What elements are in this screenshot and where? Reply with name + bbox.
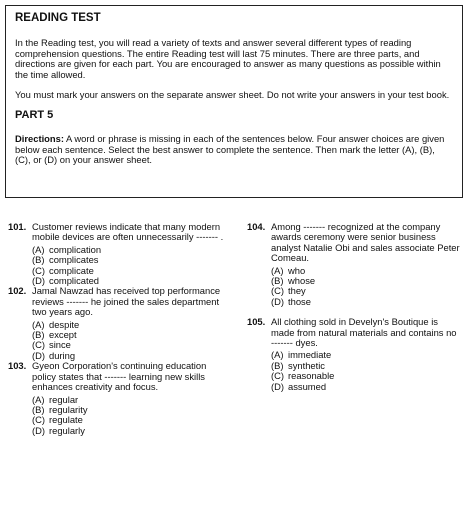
intro-paragraph: In the Reading test, you will read a variety of texts and answer several different types of reading comprehension questions. The entire Reading test will last 75 minutes. There are three parts, and directions are given for each part. You are encouraged to answer as many questions as possible within the time allowed.: [15, 37, 441, 80]
question-105: [247, 317, 462, 392]
question-number: 105.: [247, 316, 266, 328]
question-text: All clothing sold in Develyn's Boutique is made from natural materials and contains no ------- dyes.: [271, 316, 457, 349]
choice-letter: (B): [32, 254, 45, 266]
choice-letter: (C): [32, 264, 46, 276]
choice-text: assumed: [288, 380, 327, 392]
question-number: 102.: [8, 285, 27, 297]
choice-letter: (A): [32, 243, 45, 255]
questions-left-column: [8, 222, 228, 436]
question-103: [8, 361, 228, 436]
choice-text: regularity: [49, 403, 88, 415]
choice-letter: (D): [32, 424, 46, 436]
choice-letter: (B): [32, 403, 45, 415]
question-104: [247, 222, 462, 307]
question-101: [8, 222, 228, 286]
answer-sheet-note: You must mark your answers on the separate answer sheet. Do not write your answers in your test book.: [15, 89, 450, 101]
choice-letter: (C): [32, 339, 46, 351]
question-number: 104.: [247, 221, 266, 232]
choice-text: they: [288, 285, 306, 297]
choice-letter: (D): [271, 295, 285, 307]
choice-letter: (B): [271, 275, 284, 287]
directions: [15, 134, 453, 166]
choice-letter: (D): [32, 349, 46, 361]
questions-right-column: [247, 222, 462, 392]
choice-text: complication: [49, 243, 102, 255]
choice-text: who: [288, 264, 306, 276]
question-text: Customer reviews indicate that many modern mobile devices are often unnecessarily ------- .: [32, 221, 224, 243]
choice-letter: (C): [271, 370, 285, 382]
question-number: 101.: [8, 221, 27, 232]
choice-text: synthetic: [288, 359, 325, 371]
choice-text: despite: [49, 318, 80, 330]
question-text: Jamal Nawzad has received top performance reviews ------- he joined the sales department two years ago.: [32, 285, 221, 318]
choice-text: except: [49, 329, 77, 341]
choice-text: those: [288, 295, 311, 307]
choice-letter: (D): [271, 380, 285, 392]
choice-text: complicate: [49, 264, 94, 276]
page-title: READING TEST: [15, 12, 101, 24]
answer-choice[interactable]: [271, 382, 462, 392]
question-text: Among ------- recognized at the company awards ceremony were senior business analyst Natalie Obi and sales associate Peter Comeau.: [271, 221, 460, 264]
choice-letter: (A): [32, 318, 45, 330]
answer-choice[interactable]: [271, 297, 462, 307]
instructions-box: [5, 5, 463, 198]
choice-text: regulate: [49, 414, 83, 426]
directions-label: Directions:: [15, 132, 64, 144]
answer-choice[interactable]: [32, 426, 228, 436]
question-102: [8, 286, 228, 361]
question-number: 103.: [8, 360, 27, 372]
choice-letter: (A): [271, 349, 284, 361]
choice-text: immediate: [288, 349, 332, 361]
choice-text: since: [49, 339, 71, 351]
choice-text: reasonable: [288, 370, 335, 382]
choice-text: whose: [288, 275, 316, 287]
choice-text: regularly: [49, 424, 85, 436]
choice-letter: (C): [271, 285, 285, 297]
choice-letter: (A): [271, 264, 284, 276]
choice-letter: (B): [32, 329, 45, 341]
choice-letter: (D): [32, 275, 46, 287]
choice-text: complicates: [49, 254, 99, 266]
choice-letter: (C): [32, 414, 46, 426]
choice-letter: (A): [32, 393, 45, 405]
directions-text: A word or phrase is missing in each of the sentences below. Four answer choices are given below each sentence. Select the best answer to complete the sentence. Then mark the letter (A), (B), (C), or (D) on your answer sheet.: [15, 132, 445, 166]
part-heading: PART 5: [15, 108, 54, 121]
question-text: Gyeon Corporation's continuing education policy states that ------- learning new skills enhances creativity and focus.: [32, 360, 207, 393]
choice-letter: (B): [271, 359, 284, 371]
choice-text: during: [49, 349, 76, 361]
choice-text: complicated: [49, 275, 100, 287]
choice-text: regular: [49, 393, 79, 405]
